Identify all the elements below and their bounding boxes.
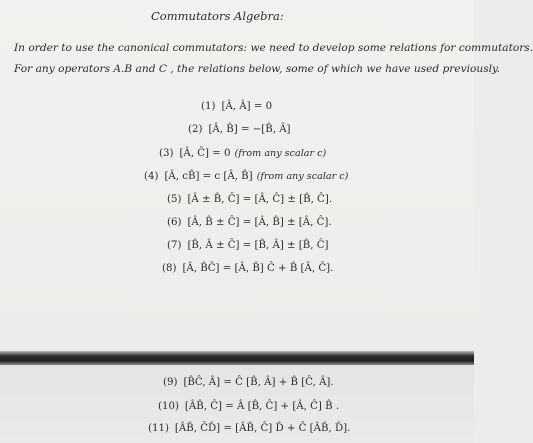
equation-number: (2): [188, 124, 203, 135]
equation-expression: [B̂Ĉ, Â] = Ĉ [B̂, Â] + B̂ [Ĉ, Â].: [183, 377, 334, 388]
equation-number: (5): [167, 194, 182, 205]
equation-9: [163, 377, 334, 388]
equation-expression: [Â, B̂ ± Ĉ] = [Â, B̂] ± [Â, Ĉ].: [187, 217, 332, 228]
intro-paragraph: [14, 38, 533, 80]
equation-expression: [Â ± B̂, Ĉ] = [Â, Ĉ] ± [B̂, Ĉ].: [187, 194, 333, 205]
equation-note: (from any scalar c): [234, 148, 327, 159]
equation-expression: [Â, Ĉ] = 0: [179, 148, 231, 159]
equation-10: [158, 401, 339, 412]
equation-8: [162, 263, 333, 274]
equation-expression: [B̂, Â ± Ĉ] = [B̂, Â] ± [B̂, Ĉ]: [187, 240, 329, 251]
equation-expression: [Â, B̂] = −[B̂, Â]: [208, 124, 291, 135]
equation-expression: [ÂB̂, ĈD̂] = [ÂB̂, Ĉ] D̂ + Ĉ [ÂB̂, D̂].: [174, 423, 351, 434]
equation-number: (7): [167, 240, 182, 251]
equation-number: (4): [144, 171, 159, 182]
equation-number: (11): [148, 423, 169, 434]
intro-line-1: In order to use the canonical commutators: we need to develop some relations for commutators.: [14, 42, 533, 54]
equation-number: (3): [159, 148, 174, 159]
equation-3: [159, 148, 326, 159]
equation-number: (9): [163, 377, 178, 388]
equation-7: [167, 240, 329, 251]
equation-number: (6): [167, 217, 182, 228]
equation-expression: [Â, cB̂] = c [Â, B̂]: [164, 171, 253, 182]
equation-note: (from any scalar c): [256, 171, 349, 182]
equation-6: [167, 217, 332, 228]
equation-11: [148, 423, 350, 434]
equation-number: (8): [162, 263, 177, 274]
equation-expression: [Â, B̂Ĉ] = [Â, B̂] Ĉ + B̂ [Â, Ĉ].: [182, 263, 334, 274]
equation-expression: [Â, Â] = 0: [221, 101, 273, 112]
equation-1: [201, 101, 272, 112]
document-page-continued: [0, 365, 474, 443]
equation-4: [144, 171, 348, 182]
intro-line-2: For any operators A.B and C , the relations below, some of which we have used previously.: [14, 63, 500, 75]
equation-number: (10): [158, 401, 179, 412]
page-title: Commutators Algebra:: [151, 9, 284, 23]
equation-number: (1): [201, 101, 216, 112]
equation-expression: [ÂB̂, Ĉ] = Â [B̂, Ĉ] + [Â, Ĉ] B̂ .: [184, 401, 340, 412]
equation-5: [167, 194, 332, 205]
equation-2: [188, 124, 291, 135]
photo-divider-band: [0, 351, 474, 365]
